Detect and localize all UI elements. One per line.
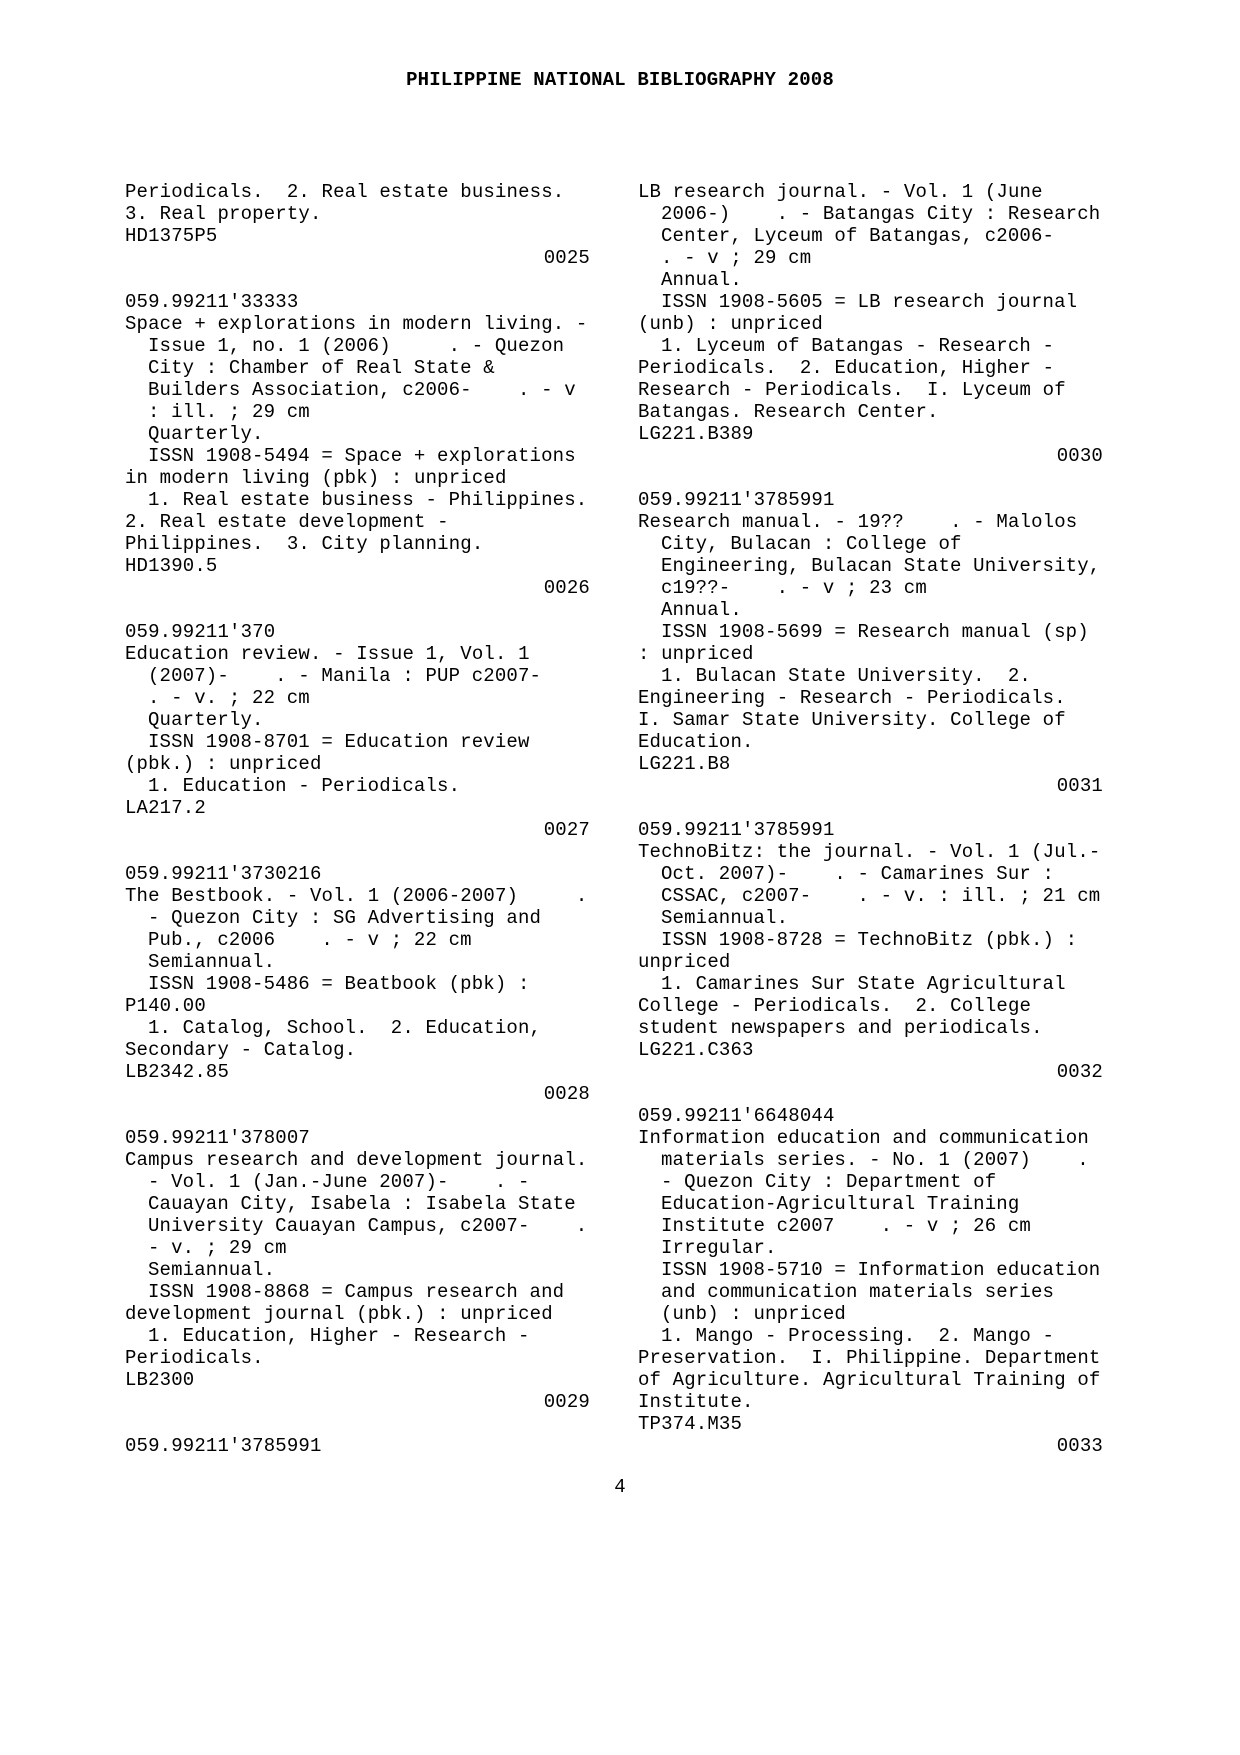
description-line: materials series. - No. 1 (2007) .	[661, 1149, 1089, 1171]
description-line: Research - Periodicals. I. Lyceum of	[638, 379, 1066, 401]
description-line: Campus research and development journal.	[125, 1149, 588, 1171]
call-number: LG221.C363	[638, 1039, 754, 1061]
description-line: (2007)- . - Manila : PUP c2007-	[148, 665, 542, 687]
description-line: Philippines. 3. City planning.	[125, 533, 484, 555]
bib-entry	[125, 291, 590, 599]
description-line: Irregular.	[661, 1237, 777, 1259]
description-line: 1. Catalog, School. 2. Education,	[148, 1017, 542, 1039]
description-line: (unb) : unpriced	[638, 313, 823, 335]
bib-entry	[125, 1127, 590, 1413]
right-column	[638, 181, 1103, 1479]
class-number: 059.99211'6648044	[638, 1105, 835, 1127]
call-number: HD1375P5	[125, 225, 218, 247]
description-line: (unb) : unpriced	[661, 1303, 846, 1325]
description-line: Engineering, Bulacan State University,	[661, 555, 1101, 577]
continued-entry	[638, 181, 1103, 467]
record-number: 0026	[543, 577, 590, 599]
description-line: Quarterly.	[148, 709, 264, 731]
description-line: 3. Real property.	[125, 203, 322, 225]
description-line: . - v ; 29 cm	[661, 247, 812, 269]
description-line: Semiannual.	[661, 907, 789, 929]
description-line: Center, Lyceum of Batangas, c2006-	[661, 225, 1055, 247]
description-line: Information education and communication	[638, 1127, 1089, 1149]
description-line: Institute.	[638, 1391, 754, 1413]
description-line: Periodicals. 2. Education, Higher -	[638, 357, 1055, 379]
description-line: ISSN 1908-5486 = Beatbook (pbk) :	[148, 973, 530, 995]
description-line: 1. Education - Periodicals.	[148, 775, 461, 797]
description-line: - Quezon City : Department of	[661, 1171, 997, 1193]
description-line: in modern living (pbk) : unpriced	[125, 467, 507, 489]
description-line: College - Periodicals. 2. College	[638, 995, 1032, 1017]
description-line: Education review. - Issue 1, Vol. 1	[125, 643, 530, 665]
call-number: LG221.B8	[638, 753, 731, 775]
running-title: PHILIPPINE NATIONAL BIBLIOGRAPHY 2008	[406, 69, 834, 91]
bib-entry	[125, 1435, 590, 1457]
description-line: ISSN 1908-5699 = Research manual (sp)	[661, 621, 1089, 643]
record-number: 0033	[1056, 1435, 1103, 1457]
description-line: unpriced	[638, 951, 731, 973]
description-line: Periodicals. 2. Real estate business.	[125, 181, 565, 203]
description-line: Engineering - Research - Periodicals.	[638, 687, 1066, 709]
record-number: 0032	[1056, 1061, 1103, 1083]
call-number: LB2342.85	[125, 1061, 230, 1083]
description-line: Periodicals.	[125, 1347, 264, 1369]
call-number: LB2300	[125, 1369, 195, 1391]
description-line: : ill. ; 29 cm	[148, 401, 310, 423]
record-number: 0025	[543, 247, 590, 269]
description-line: TechnoBitz: the journal. - Vol. 1 (Jul.-	[638, 841, 1101, 863]
description-line: The Bestbook. - Vol. 1 (2006-2007) .	[125, 885, 588, 907]
left-column	[125, 181, 590, 1479]
record-number: 0029	[543, 1391, 590, 1413]
record-number: 0028	[543, 1083, 590, 1105]
description-line: Annual.	[661, 599, 742, 621]
class-number: 059.99211'33333	[125, 291, 299, 313]
description-line: c19??- . - v ; 23 cm	[661, 577, 927, 599]
call-number: TP374.M35	[638, 1413, 743, 1435]
description-line: Research manual. - 19?? . - Malolos	[638, 511, 1078, 533]
description-line: Semiannual.	[148, 951, 276, 973]
description-line: 2. Real estate development -	[125, 511, 449, 533]
record-number: 0027	[543, 819, 590, 841]
bib-entry	[638, 489, 1103, 797]
description-line: and communication materials series	[661, 1281, 1055, 1303]
description-line: Semiannual.	[148, 1259, 276, 1281]
description-line: 1. Lyceum of Batangas - Research -	[661, 335, 1055, 357]
description-line: ISSN 1908-5605 = LB research journal	[661, 291, 1078, 313]
description-line: of Agriculture. Agricultural Training of	[638, 1369, 1101, 1391]
description-line: Quarterly.	[148, 423, 264, 445]
description-line: Secondary - Catalog.	[125, 1039, 357, 1061]
class-number: 059.99211'3785991	[638, 819, 835, 841]
class-number: 059.99211'3785991	[638, 489, 835, 511]
call-number: LA217.2	[125, 797, 206, 819]
continued-entry	[125, 181, 590, 269]
description-line: - Quezon City : SG Advertising and	[148, 907, 542, 929]
description-line: City : Chamber of Real State &	[148, 357, 495, 379]
description-line: Issue 1, no. 1 (2006) . - Quezon	[148, 335, 565, 357]
description-line: Builders Association, c2006- . - v	[148, 379, 576, 401]
description-line: ISSN 1908-8701 = Education review	[148, 731, 530, 753]
description-line: Education.	[638, 731, 754, 753]
description-line: Pub., c2006 . - v ; 22 cm	[148, 929, 472, 951]
bib-entry	[125, 863, 590, 1105]
description-line: University Cauayan Campus, c2007- .	[148, 1215, 588, 1237]
description-line: Institute c2007 . - v ; 26 cm	[661, 1215, 1031, 1237]
description-line: 1. Education, Higher - Research -	[148, 1325, 530, 1347]
record-number: 0030	[1056, 445, 1103, 467]
description-line: - v. ; 29 cm	[148, 1237, 287, 1259]
bib-entry	[638, 819, 1103, 1083]
description-line: LB research journal. - Vol. 1 (June	[638, 181, 1043, 203]
description-line: City, Bulacan : College of	[661, 533, 962, 555]
description-line: I. Samar State University. College of	[638, 709, 1066, 731]
class-number: 059.99211'370	[125, 621, 276, 643]
description-line: Preservation. I. Philippine. Department	[638, 1347, 1101, 1369]
description-line: ISSN 1908-8868 = Campus research and	[148, 1281, 565, 1303]
class-number: 059.99211'378007	[125, 1127, 310, 1149]
description-line: 1. Real estate business - Philippines.	[148, 489, 588, 511]
description-line: Education-Agricultural Training	[661, 1193, 1020, 1215]
description-line: Annual.	[661, 269, 742, 291]
class-number: 059.99211'3785991	[125, 1435, 322, 1457]
bib-entry	[638, 1105, 1103, 1457]
description-line: ISSN 1908-5710 = Information education	[661, 1259, 1101, 1281]
description-line: Cauayan City, Isabela : Isabela State	[148, 1193, 576, 1215]
description-line: ISSN 1908-8728 = TechnoBitz (pbk.) :	[661, 929, 1078, 951]
description-line: 1. Mango - Processing. 2. Mango -	[661, 1325, 1055, 1347]
description-line: P140.00	[125, 995, 206, 1017]
description-line: Batangas. Research Center.	[638, 401, 939, 423]
description-line: 1. Bulacan State University. 2.	[661, 665, 1031, 687]
call-number: LG221.B389	[638, 423, 754, 445]
bib-entry	[125, 621, 590, 841]
description-line: 1. Camarines Sur State Agricultural	[661, 973, 1066, 995]
description-line: ISSN 1908-5494 = Space + explorations	[148, 445, 576, 467]
page-number: 4	[614, 1476, 626, 1498]
description-line: Space + explorations in modern living. -	[125, 313, 588, 335]
description-line: Oct. 2007)- . - Camarines Sur :	[661, 863, 1055, 885]
description-line: development journal (pbk.) : unpriced	[125, 1303, 553, 1325]
description-line: - Vol. 1 (Jan.-June 2007)- . -	[148, 1171, 530, 1193]
class-number: 059.99211'3730216	[125, 863, 322, 885]
call-number: HD1390.5	[125, 555, 218, 577]
record-number: 0031	[1056, 775, 1103, 797]
description-line: 2006-) . - Batangas City : Research	[661, 203, 1101, 225]
description-line: student newspapers and periodicals.	[638, 1017, 1043, 1039]
description-line: : unpriced	[638, 643, 754, 665]
description-line: CSSAC, c2007- . - v. : ill. ; 21 cm	[661, 885, 1101, 907]
description-line: . - v. ; 22 cm	[148, 687, 310, 709]
description-line: (pbk.) : unpriced	[125, 753, 322, 775]
